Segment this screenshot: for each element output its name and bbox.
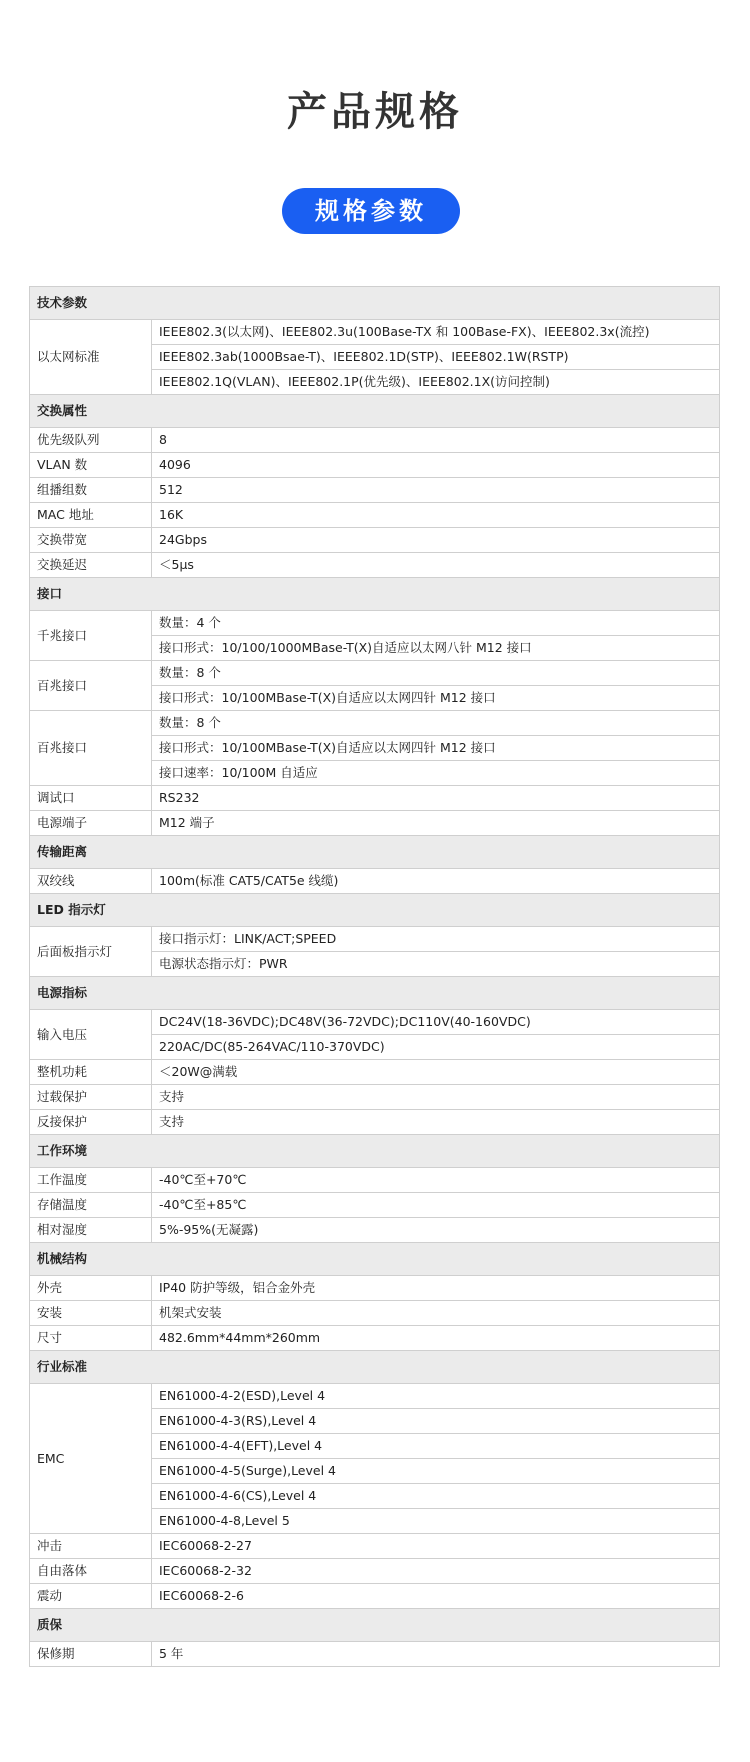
row-value: 100m(标准 CAT5/CAT5e 线缆) [152, 869, 720, 894]
row-value: 接口形式：10/100MBase-T(X)自适应以太网四针 M12 接口 [152, 736, 720, 761]
row-value: 24Gbps [152, 528, 720, 553]
row-value: 数量：8 个 [152, 661, 720, 686]
section-row [30, 836, 720, 869]
table-row [30, 1193, 720, 1218]
table-row [30, 1301, 720, 1326]
row-label: 保修期 [30, 1642, 152, 1667]
row-label: 反接保护 [30, 1110, 152, 1135]
table-row [30, 1584, 720, 1609]
table-row [30, 1534, 720, 1559]
table-row [30, 553, 720, 578]
row-value: M12 端子 [152, 811, 720, 836]
section-header: 接口 [30, 578, 720, 611]
row-label: 调试口 [30, 786, 152, 811]
table-row [30, 503, 720, 528]
row-value: 接口速率：10/100M 自适应 [152, 761, 720, 786]
table-row [30, 1218, 720, 1243]
row-label: 自由落体 [30, 1559, 152, 1584]
row-value: IEEE802.1Q(VLAN)、IEEE802.1P(优先级)、IEEE802.1X(访问控制) [152, 370, 720, 395]
section-header: 技术参数 [30, 287, 720, 320]
row-value: EN61000-4-4(EFT),Level 4 [152, 1434, 720, 1459]
table-row [30, 1010, 720, 1035]
row-label: 后面板指示灯 [30, 927, 152, 977]
row-label: 电源端子 [30, 811, 152, 836]
row-value: 220AC/DC(85-264VAC/110-370VDC) [152, 1035, 720, 1060]
row-value: 支持 [152, 1085, 720, 1110]
row-value: -40℃至+70℃ [152, 1168, 720, 1193]
row-value: EN61000-4-6(CS),Level 4 [152, 1484, 720, 1509]
row-value: IP40 防护等级，铝合金外壳 [152, 1276, 720, 1301]
table-row [30, 811, 720, 836]
row-label: 千兆接口 [30, 611, 152, 661]
row-value: 机架式安装 [152, 1301, 720, 1326]
row-label: 双绞线 [30, 869, 152, 894]
table-row [30, 611, 720, 636]
row-value: IEEE802.3(以太网)、IEEE802.3u(100Base-TX 和 100Base-FX)、IEEE802.3x(流控) [152, 320, 720, 345]
row-value: EN61000-4-3(RS),Level 4 [152, 1409, 720, 1434]
row-label: 交换延迟 [30, 553, 152, 578]
table-row [30, 320, 720, 345]
row-label: EMC [30, 1384, 152, 1534]
section-row [30, 1609, 720, 1642]
section-header: 电源指标 [30, 977, 720, 1010]
row-value: EN61000-4-2(ESD),Level 4 [152, 1384, 720, 1409]
section-row [30, 1135, 720, 1168]
row-label: 存储温度 [30, 1193, 152, 1218]
section-header: 传输距离 [30, 836, 720, 869]
table-row [30, 1110, 720, 1135]
row-label: VLAN 数 [30, 453, 152, 478]
row-value: 接口形式：10/100MBase-T(X)自适应以太网四针 M12 接口 [152, 686, 720, 711]
row-value: 512 [152, 478, 720, 503]
row-value: 5 年 [152, 1642, 720, 1667]
table-row [30, 478, 720, 503]
table-row [30, 1559, 720, 1584]
table-row [30, 927, 720, 952]
table-row [30, 711, 720, 736]
row-value: RS232 [152, 786, 720, 811]
table-row [30, 869, 720, 894]
row-value: DC24V(18-36VDC);DC48V(36-72VDC);DC110V(40-160VDC) [152, 1010, 720, 1035]
row-value: IEC60068-2-27 [152, 1534, 720, 1559]
row-label: 输入电压 [30, 1010, 152, 1060]
row-label: 尺寸 [30, 1326, 152, 1351]
table-row [30, 1276, 720, 1301]
table-row [30, 1060, 720, 1085]
row-label: 过载保护 [30, 1085, 152, 1110]
section-row [30, 395, 720, 428]
section-row [30, 977, 720, 1010]
row-label: 交换带宽 [30, 528, 152, 553]
spec-table [29, 286, 720, 1667]
section-row [30, 894, 720, 927]
table-row [30, 1326, 720, 1351]
section-header: 行业标准 [30, 1351, 720, 1384]
table-row [30, 1085, 720, 1110]
row-label: MAC 地址 [30, 503, 152, 528]
section-header: LED 指示灯 [30, 894, 720, 927]
row-value: 16K [152, 503, 720, 528]
row-value: 支持 [152, 1110, 720, 1135]
row-value: 482.6mm*44mm*260mm [152, 1326, 720, 1351]
table-row [30, 1168, 720, 1193]
row-value: 8 [152, 428, 720, 453]
row-value: ＜20W@满载 [152, 1060, 720, 1085]
row-label: 百兆接口 [30, 711, 152, 786]
table-row [30, 661, 720, 686]
section-header: 质保 [30, 1609, 720, 1642]
row-label: 震动 [30, 1584, 152, 1609]
row-value: EN61000-4-5(Surge),Level 4 [152, 1459, 720, 1484]
row-value: 5%-95%(无凝露) [152, 1218, 720, 1243]
row-value: 数量：4 个 [152, 611, 720, 636]
table-row [30, 453, 720, 478]
row-label: 以太网标准 [30, 320, 152, 395]
section-row [30, 287, 720, 320]
row-value: IEC60068-2-32 [152, 1559, 720, 1584]
row-label: 冲击 [30, 1534, 152, 1559]
page-title: 产品规格 [287, 89, 463, 135]
row-label: 百兆接口 [30, 661, 152, 711]
section-header: 交换属性 [30, 395, 720, 428]
row-value: 4096 [152, 453, 720, 478]
row-value: -40℃至+85℃ [152, 1193, 720, 1218]
table-row [30, 1384, 720, 1409]
row-label: 安装 [30, 1301, 152, 1326]
row-value: 数量：8 个 [152, 711, 720, 736]
section-header: 机械结构 [30, 1243, 720, 1276]
row-label: 组播组数 [30, 478, 152, 503]
table-row [30, 528, 720, 553]
row-value: ＜5μs [152, 553, 720, 578]
row-value: 电源状态指示灯：PWR [152, 952, 720, 977]
table-row [30, 1642, 720, 1667]
row-value: 接口形式：10/100/1000MBase-T(X)自适应以太网八针 M12 接口 [152, 636, 720, 661]
row-label: 相对湿度 [30, 1218, 152, 1243]
row-value: IEC60068-2-6 [152, 1584, 720, 1609]
row-label: 工作温度 [30, 1168, 152, 1193]
table-row [30, 428, 720, 453]
section-row [30, 1243, 720, 1276]
row-value: 接口指示灯：LINK/ACT;SPEED [152, 927, 720, 952]
section-pill: 规格参数 [282, 188, 460, 234]
row-value: EN61000-4-8,Level 5 [152, 1509, 720, 1534]
section-row [30, 578, 720, 611]
section-row [30, 1351, 720, 1384]
table-row [30, 786, 720, 811]
row-value: IEEE802.3ab(1000Bsae-T)、IEEE802.1D(STP)、IEEE802.1W(RSTP) [152, 345, 720, 370]
row-label: 外壳 [30, 1276, 152, 1301]
section-header: 工作环境 [30, 1135, 720, 1168]
row-label: 优先级队列 [30, 428, 152, 453]
row-label: 整机功耗 [30, 1060, 152, 1085]
